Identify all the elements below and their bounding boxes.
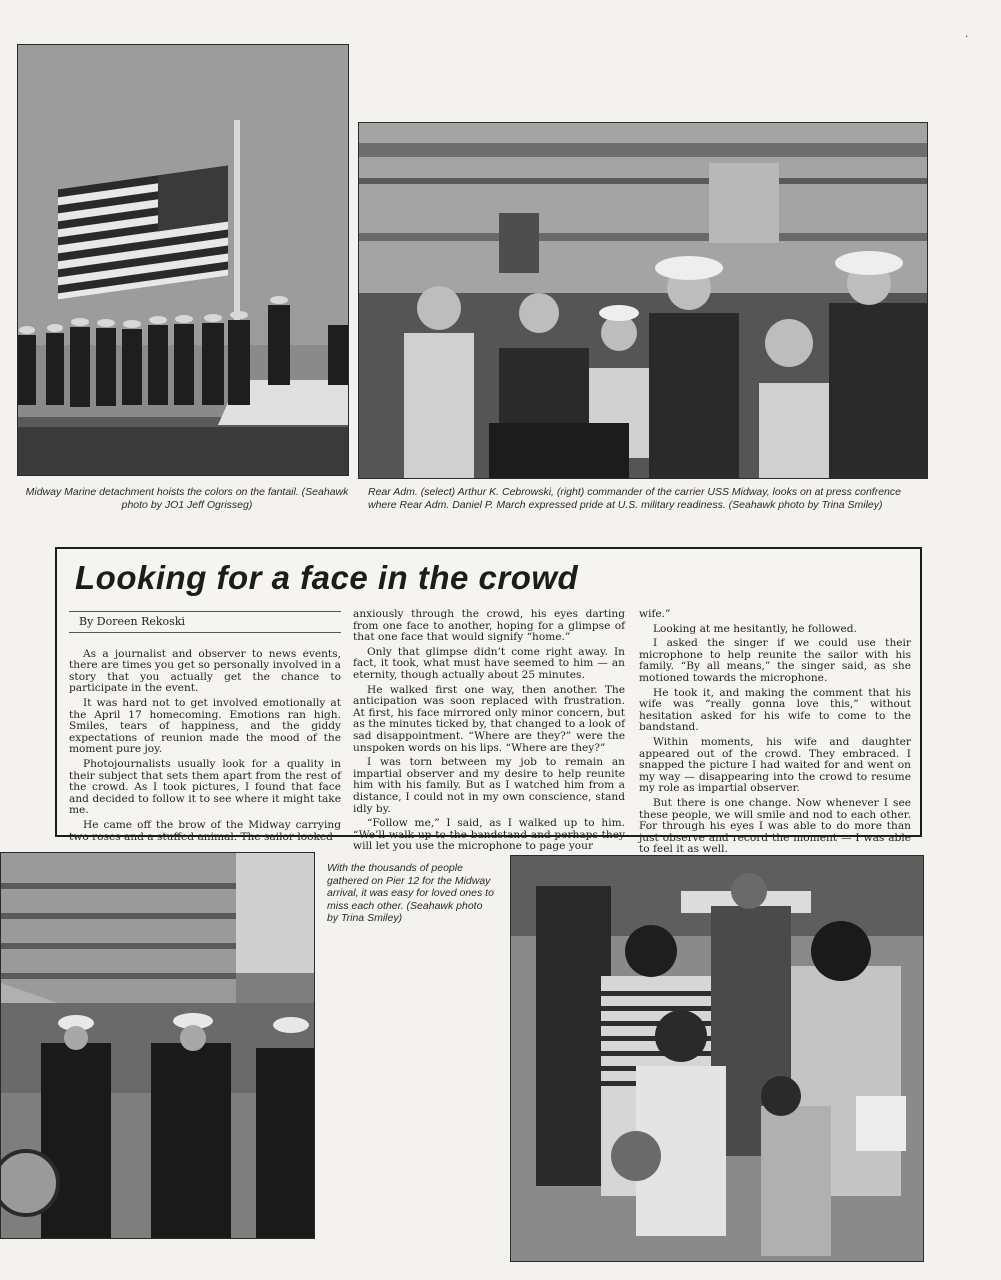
sailors-brow-image <box>1 853 314 1238</box>
caption-crowd: With the thousands of people gathered on Pier 12 for the Midway arrival, it was easy for loved ones to miss each other. (Seahawk photo by Trina Smiley) <box>327 862 494 924</box>
press-conference-image <box>359 123 927 478</box>
article-column-3 <box>639 609 911 859</box>
page-mark-right: · <box>965 30 969 43</box>
article-paragraph: “Follow me,” I said, as I walked up to him. “We’ll walk up to the bandstand and perhaps they will let you use the microphone to page your <box>353 817 625 853</box>
article-box <box>55 547 922 856</box>
article-paragraph: anxiously through the crowd, his eyes darting from one face to another, hoping for a glimpse of that one face that would signify “home.” <box>353 608 625 644</box>
article-paragraph: Within moments, his wife and daughter appeared out of the crowd. They embraced. I snapped the picture I had waited for and went on my way — disappearing into the crowd to resume my role as impartial observer. <box>639 735 911 795</box>
article-paragraph: Only that glimpse didn’t come right away. In fact, it took, what must have seemed to him — an eternity, though actually about 25 minutes. <box>353 645 625 681</box>
article-paragraph: Looking at me hesitantly, he followed. <box>653 622 857 635</box>
photo-sailors-brow <box>0 852 315 1239</box>
article-paragraph: It was hard not to get involved emotionally at the April 17 homecoming. Emotions ran high. Smiles, tears of happiness, and the giddy expectations of reunion made the mood of the moment pure joy. <box>69 696 341 756</box>
byline <box>69 611 341 633</box>
article-paragraph: But there is one change. Now whenever I see these people, we will smile and nod to each other. For through his eyes I was able to do more than just observe and record the moment — I was able to feel it as well. <box>639 796 911 856</box>
byline-text: By Doreen Rekoski <box>79 615 186 628</box>
article-column-1 <box>69 611 341 846</box>
article-paragraph: He walked first one way, then another. The anticipation was soon replaced with frustration. At first, his face mirrored only minor concern, but as the minutes ticked by, that changed to a look of sad disappointment. “Where are they?” were the unspoken words on his lips. “Where are they?” <box>353 683 625 754</box>
article-paragraph: wife.” <box>639 608 671 620</box>
article-column-2 <box>353 609 625 856</box>
article-headline: Looking for a face in the crowd <box>75 559 579 596</box>
caption-press-conference: Rear Adm. (select) Arthur K. Cebrowski, (right) commander of the carrier USS Midway, looks on at press confrence where Rear Adm. Daniel P. March expressed pride at U.S. military readiness. (Seahawk photo by Trina Smiley) <box>368 486 901 511</box>
article-paragraph: I was torn between my job to remain an impartial observer and my desire to help reunite him with his family. But as I watched him from a distance, I could not in my own conscience, stand idly by. <box>353 756 625 815</box>
article-paragraph: He took it, and making the comment that his wife was “really gonna love this,” without hesitation asked for his wife to come to the bandstand. <box>639 686 911 734</box>
caption-flag-hoist: Midway Marine detachment hoists the colors on the fantail. (Seahawk photo by JO1 Jeff Ogrisseg) <box>25 486 349 511</box>
family-crowd-image <box>511 856 923 1261</box>
flag-hoist-image <box>18 45 348 475</box>
photo-press-conference <box>358 122 928 479</box>
photo-flag-hoist <box>17 44 349 476</box>
article-paragraph: Photojournalists usually look for a quality in their subject that sets them apart from the rest of the crowd. As I took pictures, I found that face and decided to follow it to see where it might take me. <box>69 757 341 817</box>
article-paragraph: I asked the singer if we could use their microphone to help reunite the sailor with his family. “By all means,” the singer said, as she motioned towards the microphone. <box>639 637 911 684</box>
photo-family-crowd <box>510 855 924 1262</box>
article-paragraph: He came off the brow of the Midway carrying two roses and a stuffed animal. The sailor looked <box>69 818 341 843</box>
article-paragraph: As a journalist and observer to news events, there are times you get so personally involved in a story that you actually get the chance to participate in the event. <box>69 647 341 695</box>
